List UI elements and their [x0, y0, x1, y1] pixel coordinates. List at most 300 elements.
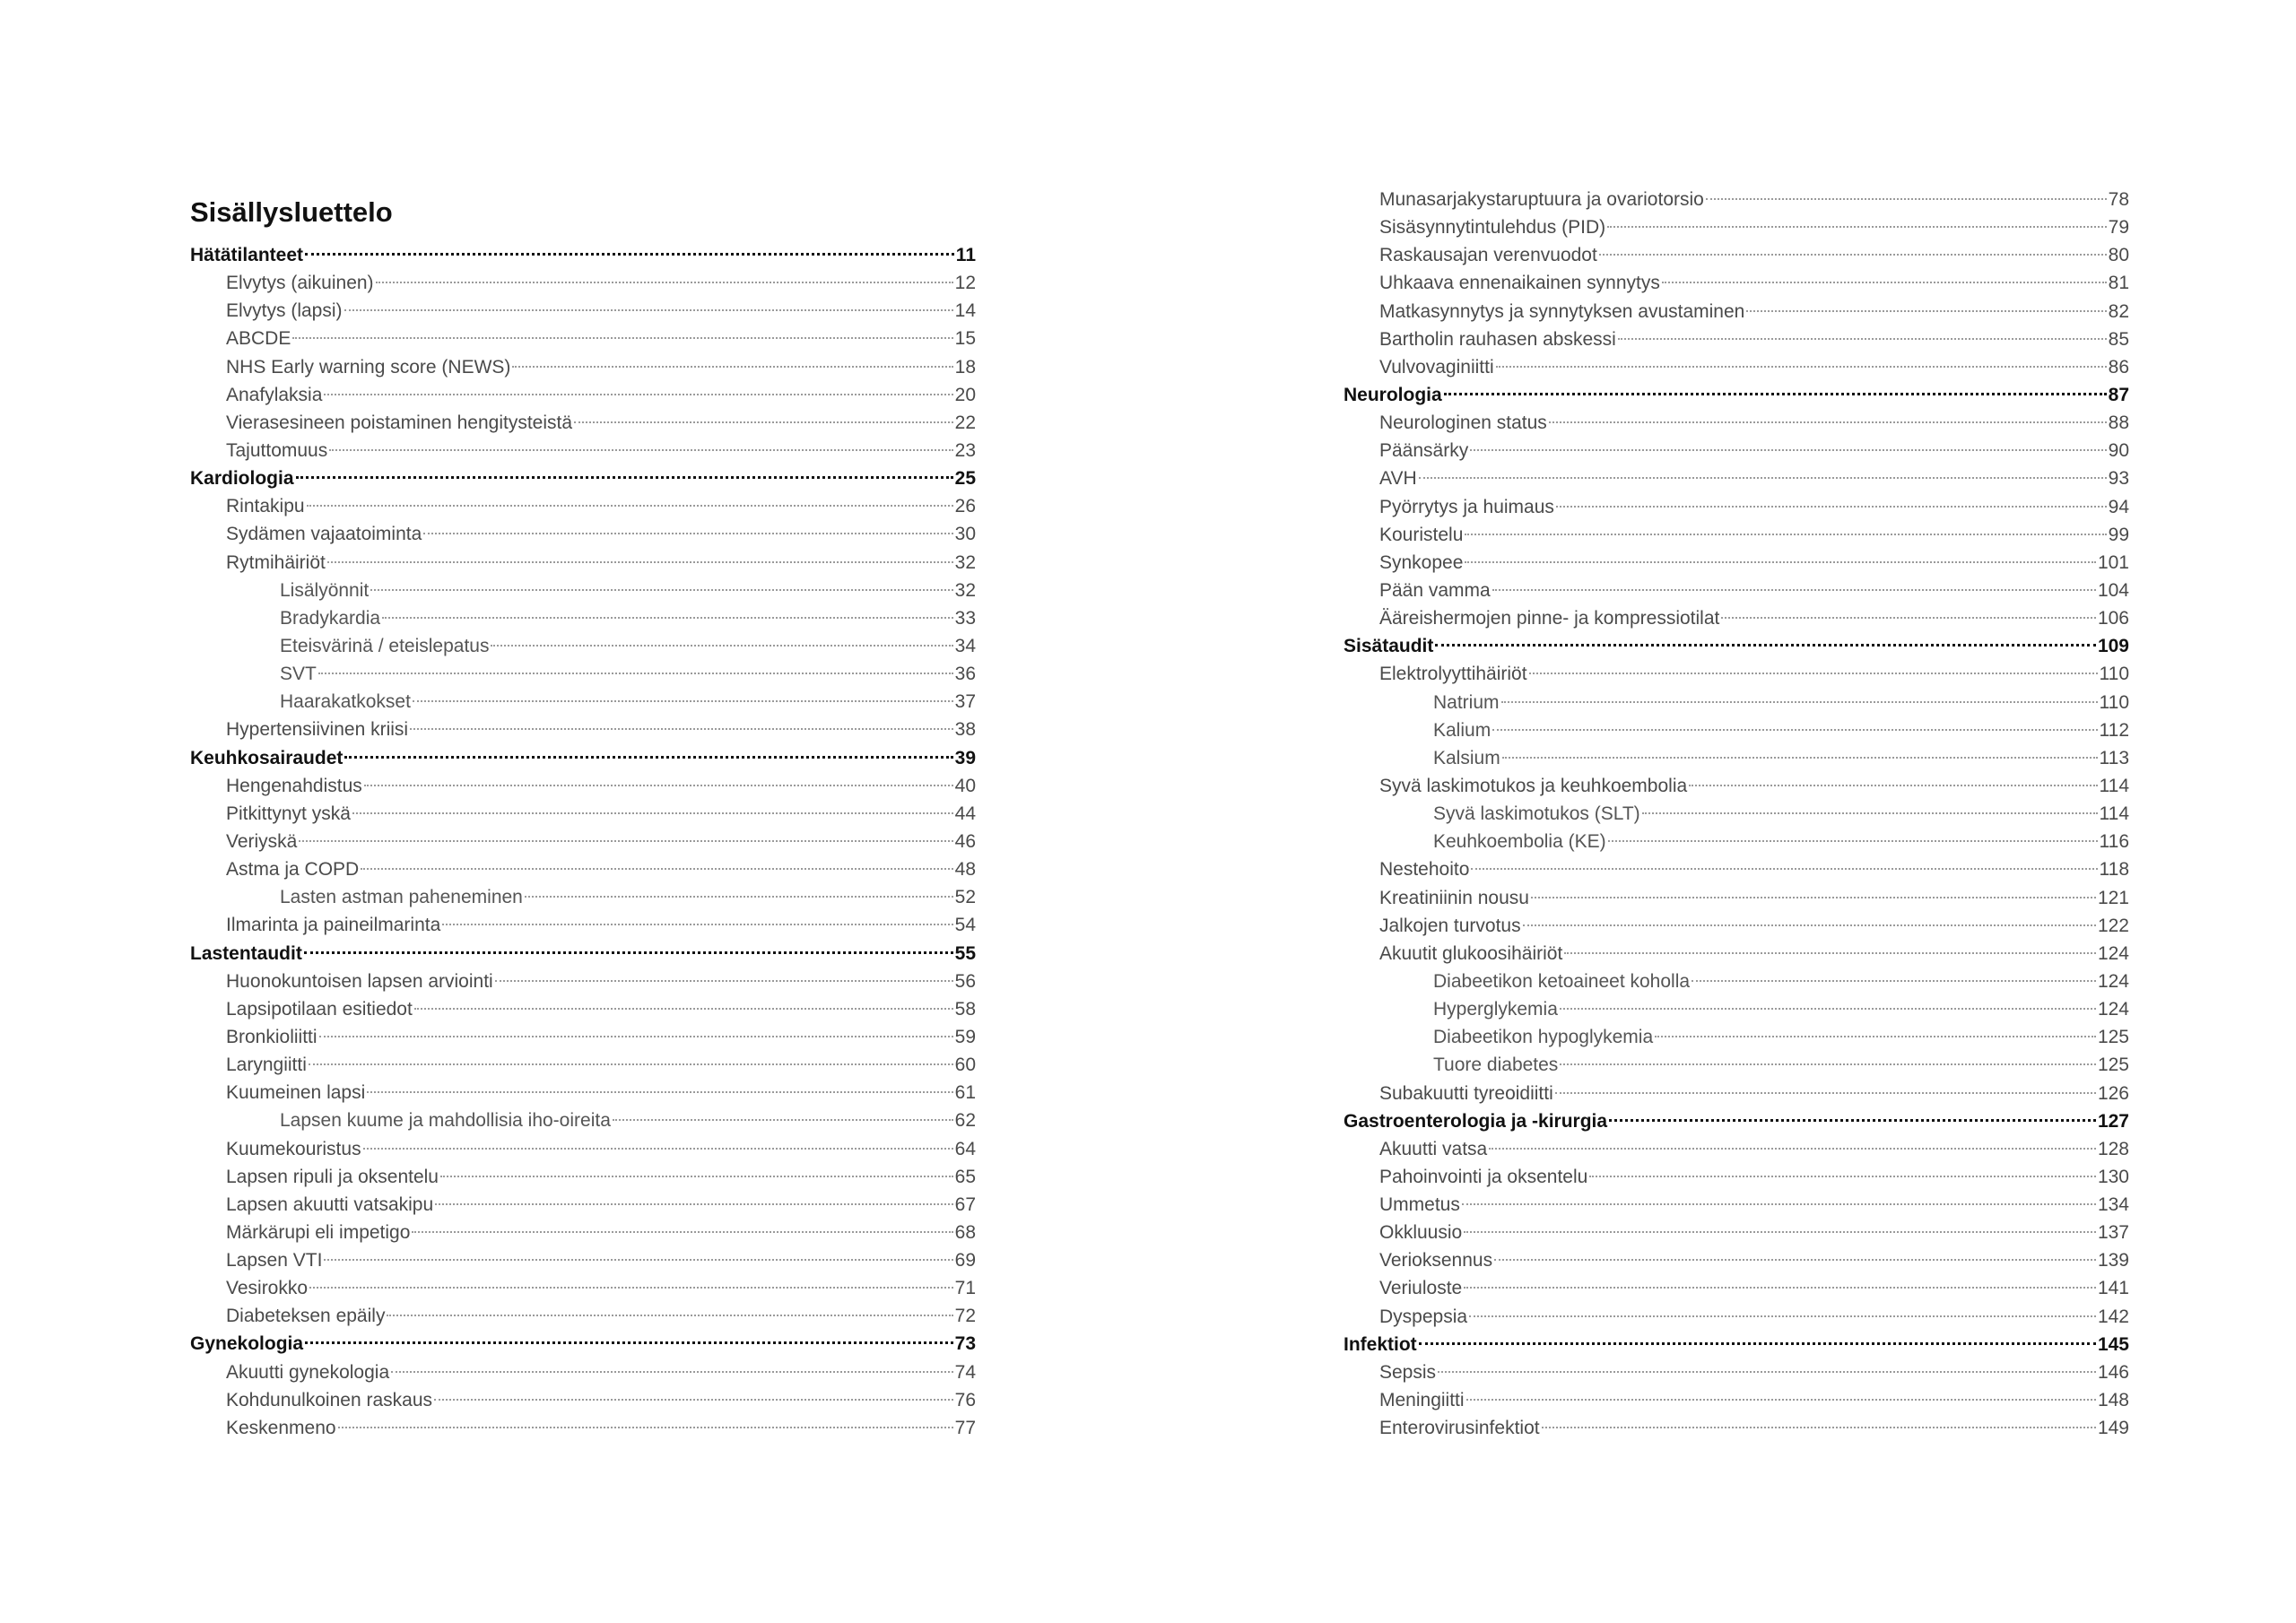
toc-page-number: 112	[2099, 719, 2129, 741]
toc-entry-title: Anafylaksia	[226, 384, 323, 405]
toc-entry[interactable]	[190, 492, 976, 520]
toc-subentry[interactable]	[1344, 744, 2129, 772]
dot-leader	[1642, 812, 2098, 814]
toc-entry-title: Hätätilanteet	[190, 245, 304, 265]
toc-page-number: 54	[954, 915, 976, 936]
toc-entry-title: Märkärupi eli impetigo	[226, 1221, 411, 1243]
toc-section-heading[interactable]	[190, 1330, 976, 1358]
toc-entry-title: Pahoinvointi ja oksentelu	[1379, 1166, 1588, 1187]
toc-entry[interactable]	[190, 772, 976, 800]
toc-entry-title: Kuumeinen lapsi	[226, 1082, 366, 1104]
dot-leader	[1721, 617, 2096, 619]
toc-entry-title: Gynekologia	[190, 1333, 304, 1355]
dot-leader	[1471, 868, 2097, 870]
toc-entry-title: Kardiologia	[190, 468, 294, 490]
toc-page-number: 106	[2097, 608, 2129, 629]
toc-entry-title: Diabeetikon hypoglykemia	[1433, 1027, 1654, 1048]
dot-leader	[1609, 1119, 2096, 1122]
dot-leader	[412, 1231, 952, 1233]
dot-leader	[1464, 1231, 2096, 1233]
toc-subentry[interactable]	[190, 632, 976, 660]
toc-entry-title: Enterovirusinfektiot	[1379, 1418, 1540, 1439]
toc-entry-title: Vulvovaginiitti	[1379, 356, 1494, 378]
dot-leader	[1662, 282, 2107, 283]
toc-entry-title: Akuutti vatsa	[1379, 1138, 1488, 1159]
toc-entry[interactable]	[190, 1023, 976, 1051]
toc-page-number: 86	[2108, 356, 2129, 378]
toc-entry[interactable]	[190, 1358, 976, 1386]
toc-entry[interactable]	[1344, 1080, 2129, 1107]
toc-entry-title: Gastroenterologia ja -kirurgia	[1344, 1110, 1608, 1132]
toc-section-heading[interactable]	[1344, 381, 2129, 409]
toc-entry[interactable]	[1344, 604, 2129, 632]
toc-entry-title: Elektrolyyttihäiriöt	[1379, 664, 1527, 685]
toc-page-number: 76	[954, 1389, 976, 1410]
toc-entry-title: Syvä laskimotukos ja keuhkoembolia	[1379, 775, 1688, 796]
toc-section-heading[interactable]	[190, 940, 976, 968]
toc-subentry[interactable]	[1344, 828, 2129, 855]
toc-page-number: 99	[2108, 524, 2129, 545]
toc-entry-title: AVH	[1379, 468, 1417, 490]
toc-entry[interactable]	[1344, 241, 2129, 269]
toc-page-number: 139	[2097, 1250, 2129, 1271]
toc-entry[interactable]	[1344, 1163, 2129, 1191]
toc-entry-title: Veriuloste	[1379, 1278, 1463, 1299]
toc-page-number: 52	[954, 887, 976, 908]
toc-entry[interactable]	[190, 1079, 976, 1107]
toc-entry[interactable]	[1344, 437, 2129, 464]
toc-page-number: 137	[2097, 1222, 2129, 1244]
dot-leader	[364, 785, 953, 786]
toc-page-number: 93	[2108, 468, 2129, 490]
dot-leader	[1607, 226, 2107, 228]
dot-leader	[414, 1008, 953, 1010]
dot-leader	[338, 1427, 953, 1428]
toc-page-number: 62	[954, 1110, 976, 1132]
dot-leader	[1502, 757, 2098, 759]
dot-leader	[1560, 1063, 2096, 1065]
toc-entry[interactable]	[190, 911, 976, 939]
toc-entry-title: Sydämen vajaatoiminta	[226, 524, 422, 545]
toc-page-number: 73	[954, 1333, 976, 1355]
toc-entry-title: Elvytys (aikuinen)	[226, 273, 374, 294]
dot-leader	[324, 394, 952, 395]
toc-page-number: 110	[2099, 664, 2129, 685]
toc-page-number: 36	[954, 664, 976, 685]
toc-entry-title: Lapsipotilaan esitiedot	[226, 998, 413, 1020]
toc-entry[interactable]	[1344, 1191, 2129, 1219]
toc-page-number: 40	[954, 775, 976, 796]
toc-page-number: 109	[2097, 636, 2129, 657]
toc-section-heading[interactable]	[190, 744, 976, 772]
dot-leader	[370, 589, 952, 591]
toc-page-number: 101	[2097, 551, 2129, 573]
dot-leader	[352, 812, 953, 814]
toc-entry-title: Pään vamma	[1379, 579, 1491, 601]
toc-page-number: 58	[954, 998, 976, 1020]
toc-page-number: 79	[2108, 217, 2129, 239]
dot-leader	[1564, 952, 2096, 954]
dot-leader	[1492, 589, 2096, 591]
toc-subentry[interactable]	[1344, 689, 2129, 716]
toc-entry-title: Neurologia	[1344, 384, 1442, 405]
toc-page-number: 20	[954, 384, 976, 405]
toc-entry[interactable]	[190, 381, 976, 409]
toc-page-number: 30	[954, 524, 976, 545]
toc-page-number: 114	[2099, 803, 2129, 825]
toc-entry-title: Eteisvärinä / eteislepatus	[280, 635, 490, 656]
toc-entry[interactable]	[190, 1191, 976, 1219]
toc-entry-title: Vesirokko	[226, 1278, 309, 1299]
dot-leader	[309, 1063, 953, 1065]
toc-page-number: 23	[954, 439, 976, 461]
dot-leader	[1529, 673, 2098, 674]
toc-page-number: 116	[2099, 831, 2129, 853]
toc-entry-title: Bradykardia	[280, 607, 381, 629]
toc-entry[interactable]	[190, 1051, 976, 1079]
toc-entry[interactable]	[190, 549, 976, 577]
dot-leader	[1542, 1427, 2096, 1428]
toc-page-number: 124	[2097, 999, 2129, 1020]
dot-leader	[318, 673, 953, 674]
toc-entry[interactable]	[1344, 1303, 2129, 1331]
toc-entry-title: Okkluusio	[1379, 1222, 1463, 1244]
toc-entry-title: Sisäsynnytintulehdus (PID)	[1379, 217, 1606, 239]
toc-entry-title: Lapsen ripuli ja oksentelu	[226, 1166, 439, 1187]
dot-leader	[1494, 1259, 2096, 1261]
toc-page-number: 38	[954, 719, 976, 741]
toc-subentry[interactable]	[1344, 968, 2129, 995]
toc-page-number: 68	[954, 1221, 976, 1243]
toc-page-number: 121	[2097, 887, 2129, 908]
toc-entry[interactable]	[1344, 912, 2129, 940]
toc-entry[interactable]	[190, 520, 976, 548]
toc-entry[interactable]	[1344, 1386, 2129, 1414]
toc-entry[interactable]	[1344, 298, 2129, 325]
toc-entry-title: Pyörrytys ja huimaus	[1379, 496, 1554, 517]
toc-page-number: 104	[2097, 579, 2129, 601]
toc-entry-title: Uhkaava ennenaikainen synnytys	[1379, 273, 1660, 294]
toc-entry[interactable]	[190, 437, 976, 464]
dot-leader	[1438, 1371, 2096, 1373]
toc-entry-title: Rytmihäiriöt	[226, 551, 326, 573]
toc-entry-title: Lisälyönnit	[280, 579, 370, 601]
toc-page-number: 32	[954, 579, 976, 601]
toc-entry-title: Lasten astman paheneminen	[280, 887, 523, 908]
toc-entry[interactable]	[1344, 549, 2129, 577]
dot-leader	[363, 1148, 953, 1150]
toc-entry-title: Keuhkosairaudet	[190, 747, 344, 768]
toc-entry[interactable]	[1344, 1414, 2129, 1442]
toc-page-number: 113	[2099, 747, 2129, 768]
toc-page-number: 114	[2099, 775, 2129, 796]
toc-subentry[interactable]	[190, 1107, 976, 1134]
toc-entry[interactable]	[1344, 1246, 2129, 1274]
toc-entry[interactable]	[1344, 1274, 2129, 1302]
toc-page-number: 77	[954, 1417, 976, 1438]
toc-subentry[interactable]	[190, 883, 976, 911]
toc-entry[interactable]	[190, 325, 976, 352]
dot-leader	[361, 868, 952, 870]
toc-entry[interactable]	[1344, 660, 2129, 688]
toc-entry-title: Tuore diabetes	[1433, 1055, 1559, 1076]
dot-leader	[305, 253, 954, 256]
toc-entry[interactable]	[1344, 940, 2129, 968]
toc-entry[interactable]	[1344, 325, 2129, 353]
dot-leader	[413, 700, 953, 702]
toc-page-number: 37	[954, 691, 976, 713]
toc-entry[interactable]	[1344, 213, 2129, 241]
dot-leader	[387, 1315, 952, 1316]
toc-entry-title: Kohdunulkoinen raskaus	[226, 1389, 432, 1410]
toc-page-number: 127	[2097, 1110, 2129, 1132]
dot-leader	[292, 337, 952, 339]
toc-entry-title: Sepsis	[1379, 1361, 1437, 1383]
toc-entry-title: SVT	[280, 664, 317, 685]
dot-leader	[307, 505, 953, 507]
toc-entry-title: Akuutit glukoosihäiriöt	[1379, 942, 1563, 964]
toc-entry-title: Elvytys (lapsi)	[226, 300, 343, 322]
toc-entry[interactable]	[190, 968, 976, 995]
dot-leader	[1444, 393, 2107, 395]
dot-leader	[512, 366, 952, 368]
dot-leader	[344, 309, 953, 311]
toc-page-number: 87	[2108, 384, 2129, 405]
toc-page-number: 55	[954, 942, 976, 964]
dot-leader	[525, 896, 953, 898]
toc-entry[interactable]	[1344, 772, 2129, 800]
toc-subentry[interactable]	[190, 660, 976, 688]
toc-entry-title: Jalkojen turvotus	[1379, 915, 1521, 936]
toc-page-number: 72	[954, 1306, 976, 1327]
dot-leader	[423, 533, 952, 534]
toc-entry-title: Diabeetikon ketoaineet koholla	[1433, 970, 1691, 992]
toc-page-number: 26	[954, 496, 976, 517]
toc-entry-title: Neurologinen status	[1379, 412, 1547, 434]
dot-leader	[440, 1176, 953, 1177]
toc-page-number: 81	[2108, 273, 2129, 294]
dot-leader	[319, 1036, 953, 1037]
toc-entry-title: Rintakipu	[226, 496, 305, 517]
toc-entry-title: Bartholin rauhasen abskessi	[1379, 328, 1616, 350]
toc-section-heading[interactable]	[1344, 632, 2129, 660]
toc-entry[interactable]	[1344, 493, 2129, 521]
toc-entry-title: Kalsium	[1433, 747, 1500, 768]
toc-entry[interactable]	[190, 1302, 976, 1330]
toc-page-number: 22	[954, 412, 976, 433]
toc-entry-title: Tajuttomuus	[226, 439, 328, 461]
toc-page-number: 15	[954, 328, 976, 350]
toc-entry[interactable]	[1344, 577, 2129, 604]
dot-leader	[1599, 254, 2107, 256]
dot-leader	[1462, 1203, 2096, 1205]
toc-subentry[interactable]	[190, 577, 976, 604]
toc-page-number: 48	[954, 859, 976, 881]
toc-page-number: 126	[2097, 1082, 2129, 1104]
toc-entry-title: Laryngiitti	[226, 1055, 307, 1076]
toc-page-number: 61	[954, 1082, 976, 1104]
toc-entry-title: Akuutti gynekologia	[226, 1361, 390, 1383]
toc-entry[interactable]	[1344, 1135, 2129, 1163]
toc-page-number: 110	[2099, 691, 2129, 713]
toc-section-heading[interactable]	[1344, 1107, 2129, 1135]
toc-page-number: 148	[2097, 1390, 2129, 1411]
toc-entry[interactable]	[190, 1414, 976, 1442]
dot-leader	[304, 951, 953, 954]
toc-page-number: 69	[954, 1250, 976, 1271]
toc-page-number: 146	[2097, 1361, 2129, 1383]
toc-entry[interactable]	[190, 1274, 976, 1302]
toc-entry[interactable]	[190, 1219, 976, 1246]
toc-subentry[interactable]	[190, 688, 976, 716]
dot-leader	[1466, 1399, 2096, 1401]
toc-entry[interactable]	[1344, 1358, 2129, 1386]
toc-entry[interactable]	[190, 353, 976, 381]
toc-entry[interactable]	[1344, 1219, 2129, 1246]
toc-page-number: 59	[954, 1026, 976, 1047]
toc-page-number: 46	[954, 830, 976, 852]
toc-entry[interactable]	[1344, 884, 2129, 912]
toc-entry-title: Lastentaudit	[190, 942, 302, 964]
toc-subentry[interactable]	[1344, 995, 2129, 1023]
dot-leader	[1706, 198, 2107, 200]
toc-page-number: 12	[954, 273, 976, 294]
toc-entry[interactable]	[190, 1163, 976, 1191]
toc-entry-title: Lapsen kuume ja mahdollisia iho-oireita	[280, 1110, 611, 1132]
toc-subentry[interactable]	[1344, 1023, 2129, 1051]
toc-entry-title: Diabeteksen epäily	[226, 1306, 386, 1327]
toc-entry[interactable]	[1344, 186, 2129, 213]
dot-leader	[1692, 980, 2096, 982]
toc-page-number: 25	[954, 468, 976, 490]
toc-section-heading[interactable]	[190, 241, 976, 269]
dot-leader	[1419, 477, 2107, 479]
dot-leader	[1489, 1148, 2096, 1150]
dot-leader	[1556, 506, 2107, 508]
toc-entry-title: ABCDE	[226, 328, 291, 350]
dot-leader	[1419, 1342, 2096, 1345]
dot-leader	[1435, 644, 2096, 647]
toc-page-number: 33	[954, 607, 976, 629]
dot-leader	[1492, 729, 2097, 731]
toc-page-number: 74	[954, 1361, 976, 1383]
toc-entry[interactable]	[1344, 855, 2129, 883]
toc-entry[interactable]	[190, 828, 976, 855]
toc-entry-title: Keuhkoembolia (KE)	[1433, 831, 1606, 853]
dot-leader	[1470, 449, 2106, 451]
toc-entry[interactable]	[190, 1246, 976, 1274]
dot-leader	[1523, 924, 2096, 926]
toc-page-number: 130	[2097, 1166, 2129, 1187]
dot-leader	[495, 980, 953, 982]
toc-page-number: 122	[2097, 915, 2129, 936]
toc-entry-title: Bronkioliitti	[226, 1026, 317, 1047]
dot-leader	[1501, 701, 2098, 703]
toc-entry-title: Vierasesineen poistaminen hengitysteistä	[226, 412, 573, 433]
dot-leader	[1555, 1092, 2096, 1094]
toc-entry-title: Kreatiniinin nousu	[1379, 887, 1529, 908]
toc-entry-title: Munasarjakystaruptuura ja ovariotorsio	[1379, 189, 1704, 210]
toc-page-number: 141	[2097, 1278, 2129, 1299]
toc-page-number: 65	[954, 1166, 976, 1187]
toc-section-heading[interactable]	[1344, 1331, 2129, 1358]
toc-entry[interactable]	[190, 995, 976, 1023]
toc-left-column	[190, 241, 976, 1442]
toc-entry[interactable]	[190, 1135, 976, 1163]
toc-page-number: 145	[2097, 1333, 2129, 1355]
toc-page-number: 64	[954, 1138, 976, 1159]
toc-entry-title: Infektiot	[1344, 1333, 1417, 1355]
toc-page-number: 11	[955, 245, 976, 265]
toc-entry-title: Lapsen VTI	[226, 1250, 323, 1271]
toc-entry[interactable]	[190, 716, 976, 743]
dot-leader	[435, 1203, 952, 1205]
toc-entry-title: Synkopee	[1379, 551, 1464, 573]
dot-leader	[1465, 534, 2106, 535]
toc-entry[interactable]	[190, 1386, 976, 1414]
toc-entry-title: Kuumekouristus	[226, 1138, 361, 1159]
toc-page-number: 124	[2097, 970, 2129, 992]
dot-leader	[309, 1287, 953, 1289]
toc-page-number: 88	[2108, 412, 2129, 434]
toc-entry-title: Kalium	[1433, 719, 1492, 741]
toc-entry-title: Astma ja COPD	[226, 859, 360, 881]
toc-entry-title: NHS Early warning score (NEWS)	[226, 356, 511, 378]
dot-leader	[613, 1119, 953, 1121]
dot-leader	[296, 476, 953, 479]
toc-page-number: 90	[2108, 440, 2129, 462]
dot-leader	[324, 1259, 952, 1261]
dot-leader	[344, 756, 952, 759]
toc-entry-title: Matkasynnytys ja synnytyksen avustaminen	[1379, 300, 1745, 322]
dot-leader	[434, 1399, 953, 1401]
dot-leader	[442, 924, 952, 925]
toc-subentry[interactable]	[1344, 800, 2129, 828]
dot-leader	[410, 728, 953, 730]
toc-entry-title: Hyperglykemia	[1433, 999, 1558, 1020]
toc-entry[interactable]	[1344, 353, 2129, 381]
toc-entry[interactable]	[190, 269, 976, 297]
toc-entry[interactable]	[1344, 269, 2129, 297]
toc-page-number: 78	[2108, 189, 2129, 210]
toc-entry-title: Päänsärky	[1379, 440, 1469, 462]
toc-page-number: 60	[954, 1055, 976, 1076]
toc-entry[interactable]	[190, 800, 976, 828]
toc-entry[interactable]	[190, 409, 976, 437]
toc-entry-title: Lapsen akuutti vatsakipu	[226, 1193, 434, 1215]
toc-page-number: 71	[954, 1278, 976, 1299]
dot-leader	[1560, 1008, 2096, 1010]
toc-subentry[interactable]	[1344, 1051, 2129, 1079]
toc-subentry[interactable]	[190, 604, 976, 632]
toc-subentry[interactable]	[1344, 716, 2129, 744]
toc-entry[interactable]	[190, 297, 976, 325]
toc-entry[interactable]	[1344, 409, 2129, 437]
toc-entry[interactable]	[1344, 464, 2129, 492]
dot-leader	[299, 840, 952, 842]
dot-leader	[305, 1341, 953, 1344]
toc-entry-title: Dyspepsia	[1379, 1306, 1468, 1327]
toc-entry[interactable]	[190, 855, 976, 883]
dot-leader	[1464, 1287, 2096, 1289]
dot-leader	[1746, 310, 2106, 312]
toc-page-number: 149	[2097, 1418, 2129, 1439]
dot-leader	[1465, 561, 2096, 563]
toc-entry[interactable]	[1344, 521, 2129, 549]
toc-page-number: 18	[954, 356, 976, 378]
toc-section-heading[interactable]	[190, 464, 976, 492]
toc-entry-title: Ummetus	[1379, 1194, 1460, 1216]
